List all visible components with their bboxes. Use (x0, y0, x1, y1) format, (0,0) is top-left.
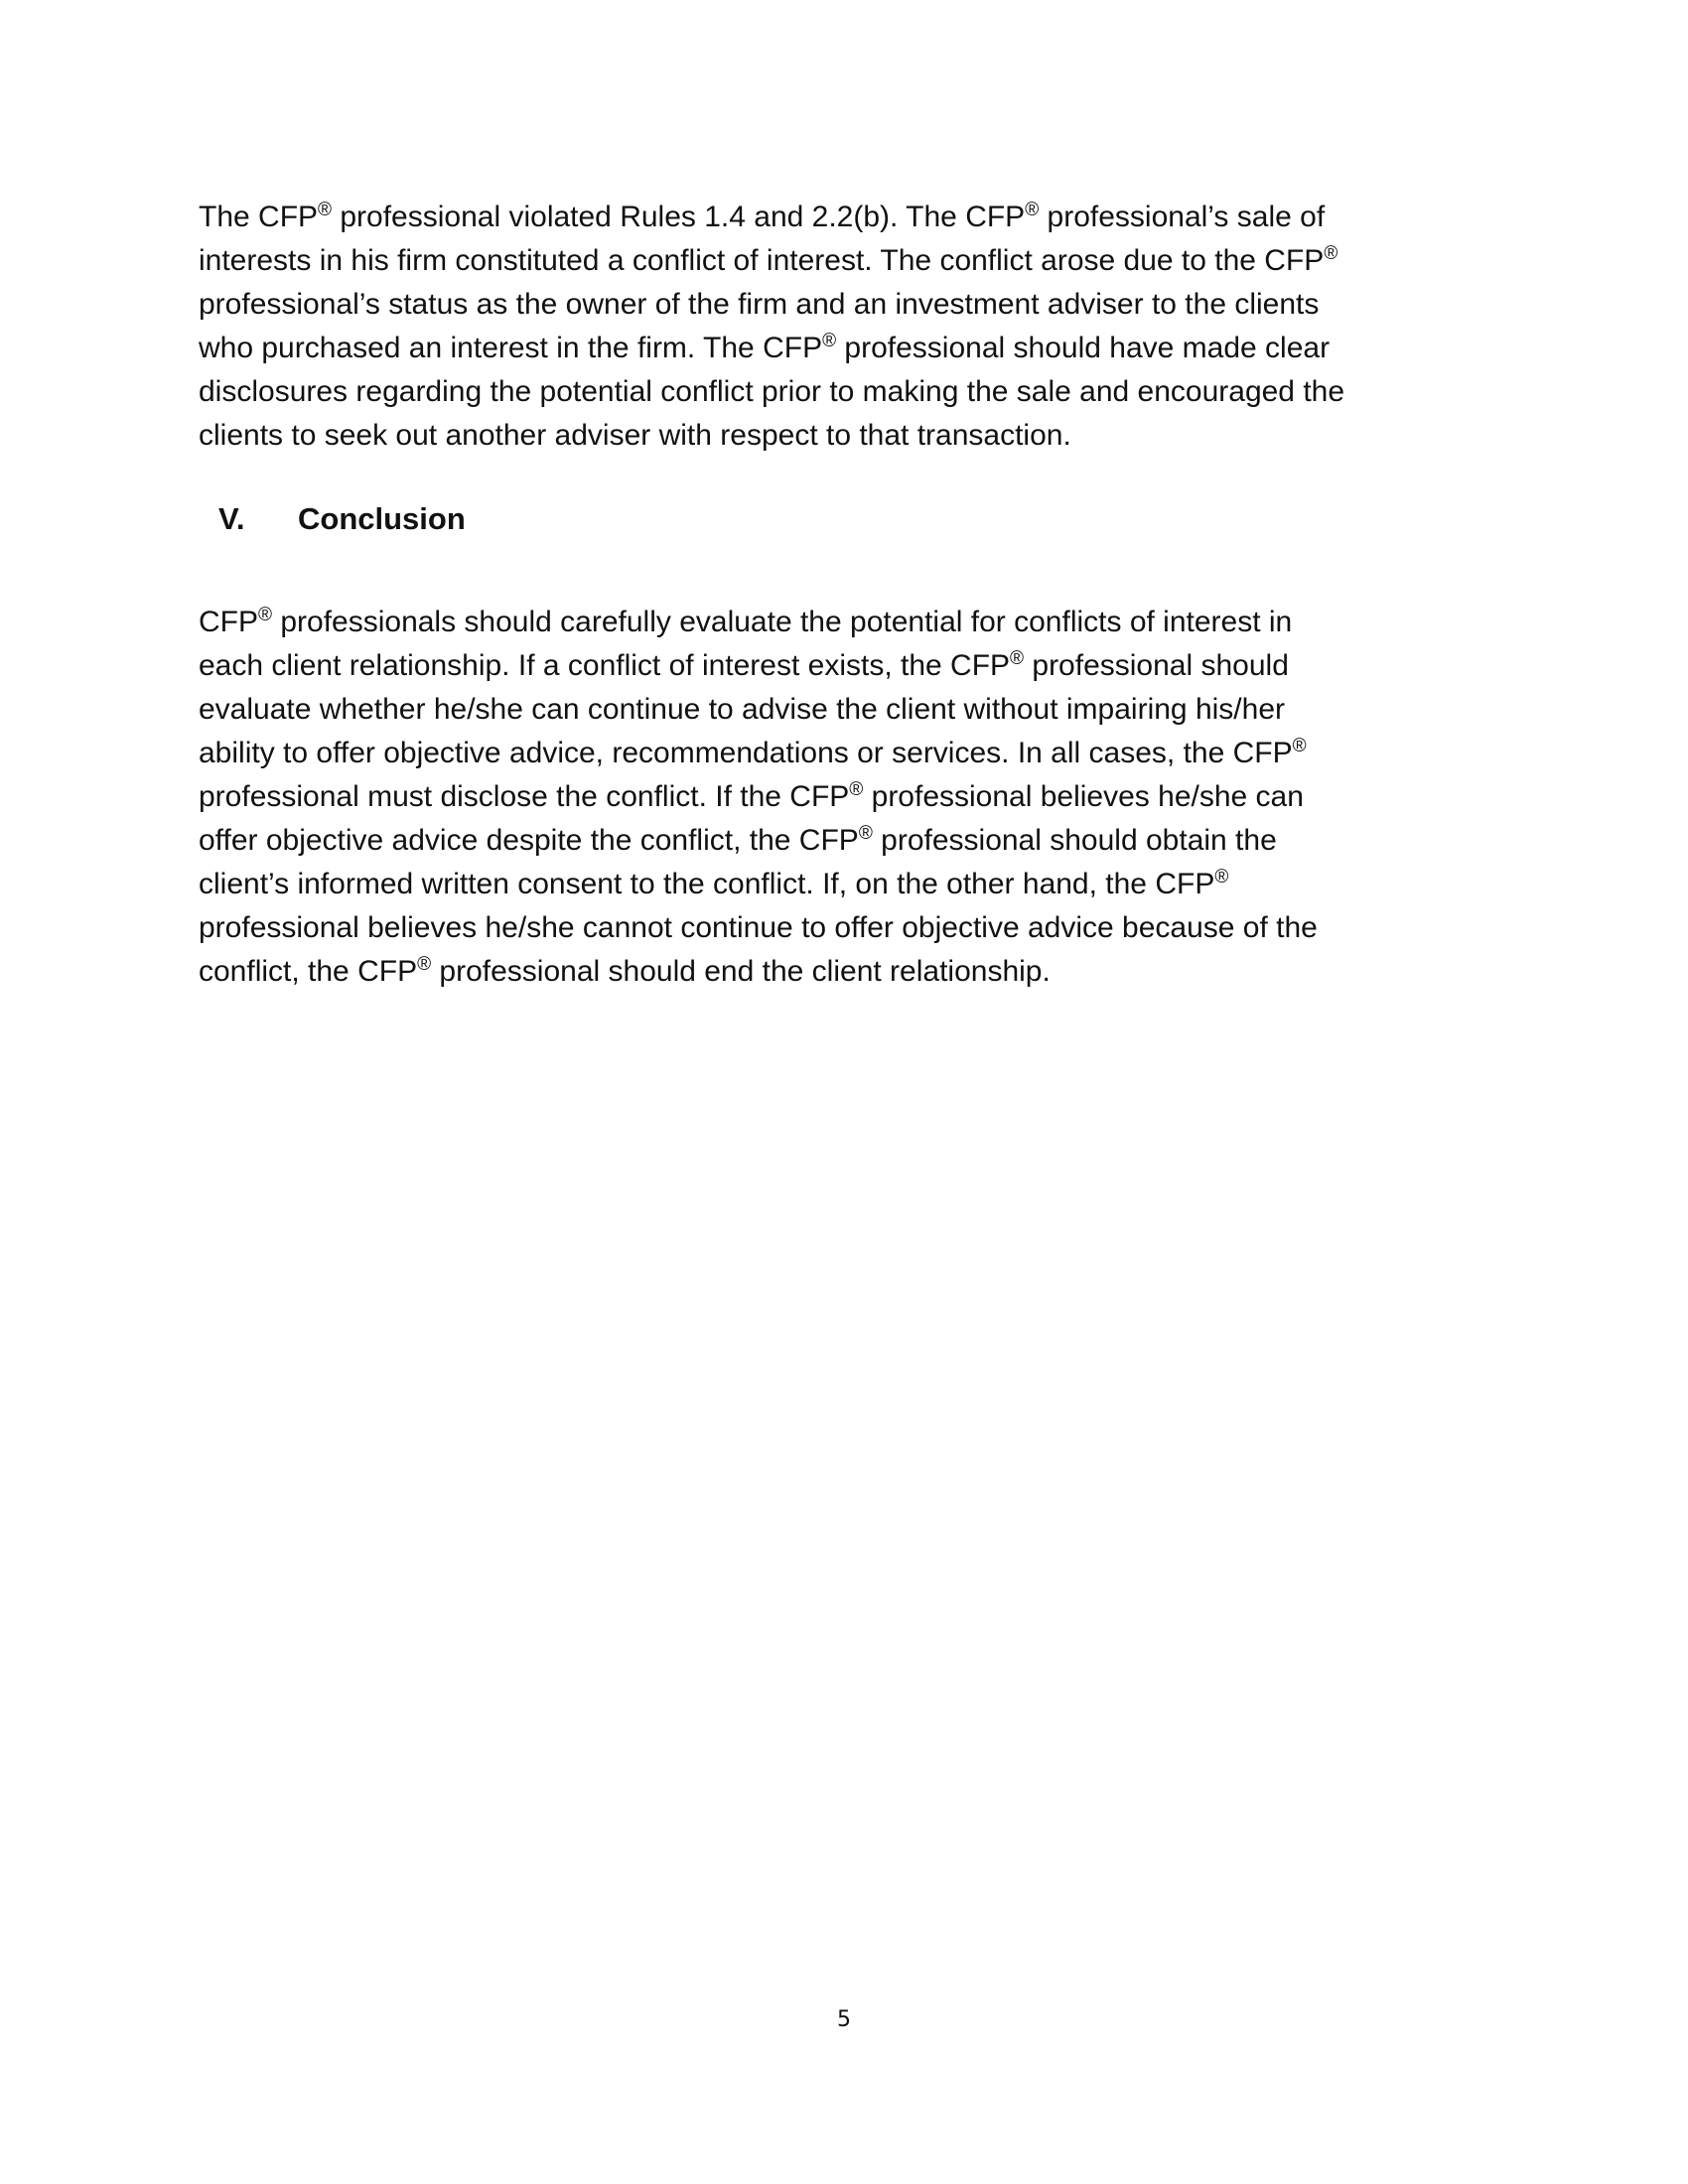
text-line: CFP® professionals should carefully evaluate the potential for conflicts of interest in (199, 605, 1293, 638)
registered-mark: ® (1010, 648, 1025, 669)
registered-mark: ® (318, 200, 333, 220)
section-number: V. (218, 501, 245, 536)
text-line: professional’s status as the owner of the firm and an investment adviser to the clients (199, 288, 1320, 321)
registered-mark: ® (258, 605, 272, 625)
text-line: clients to seek out another adviser with respect to that transaction. (199, 419, 1071, 452)
registered-mark: ® (417, 954, 432, 975)
registered-mark: ® (1324, 243, 1338, 264)
section-title: Conclusion (298, 501, 466, 536)
paragraph-violation-summary (199, 196, 1489, 458)
text-line: professional must disclose the conflict. If the CFP® professional believes he/she can (199, 779, 1304, 813)
section-heading-conclusion (218, 497, 466, 541)
text-line: conflict, the CFP® professional should end the client relationship. (199, 954, 1051, 988)
registered-mark: ® (849, 779, 864, 800)
text-line: each client relationship. If a conflict of interest exists, the CFP® professional should (199, 648, 1289, 682)
paragraph-conclusion (199, 601, 1489, 994)
text-line: who purchased an interest in the firm. The CFP® professional should have made clear (199, 331, 1331, 364)
registered-mark: ® (822, 331, 837, 351)
registered-mark: ® (1292, 736, 1307, 756)
page-number: 5 (837, 2007, 851, 2032)
registered-mark: ® (1214, 867, 1229, 887)
text-line: disclosures regarding the potential conflict prior to making the sale and encouraged the (199, 375, 1345, 408)
registered-mark: ® (858, 823, 873, 844)
registered-mark: ® (1025, 200, 1040, 220)
text-line: professional believes he/she cannot continue to offer objective advice because of the (199, 911, 1318, 944)
text-line: client’s informed written consent to the conflict. If, on the other hand, the CFP® (199, 867, 1229, 900)
text-line: interests in his firm constituted a conflict of interest. The conflict arose due to the CFP® (199, 243, 1338, 277)
text-line: The CFP® professional violated Rules 1.4 and 2.2(b). The CFP® professional’s sale of (199, 200, 1326, 233)
text-line: evaluate whether he/she can continue to advise the client without impairing his/her (199, 693, 1285, 726)
text-line: offer objective advice despite the conflict, the CFP® professional should obtain the (199, 823, 1277, 857)
text-line: ability to offer objective advice, recommendations or services. In all cases, the CFP® (199, 736, 1307, 769)
